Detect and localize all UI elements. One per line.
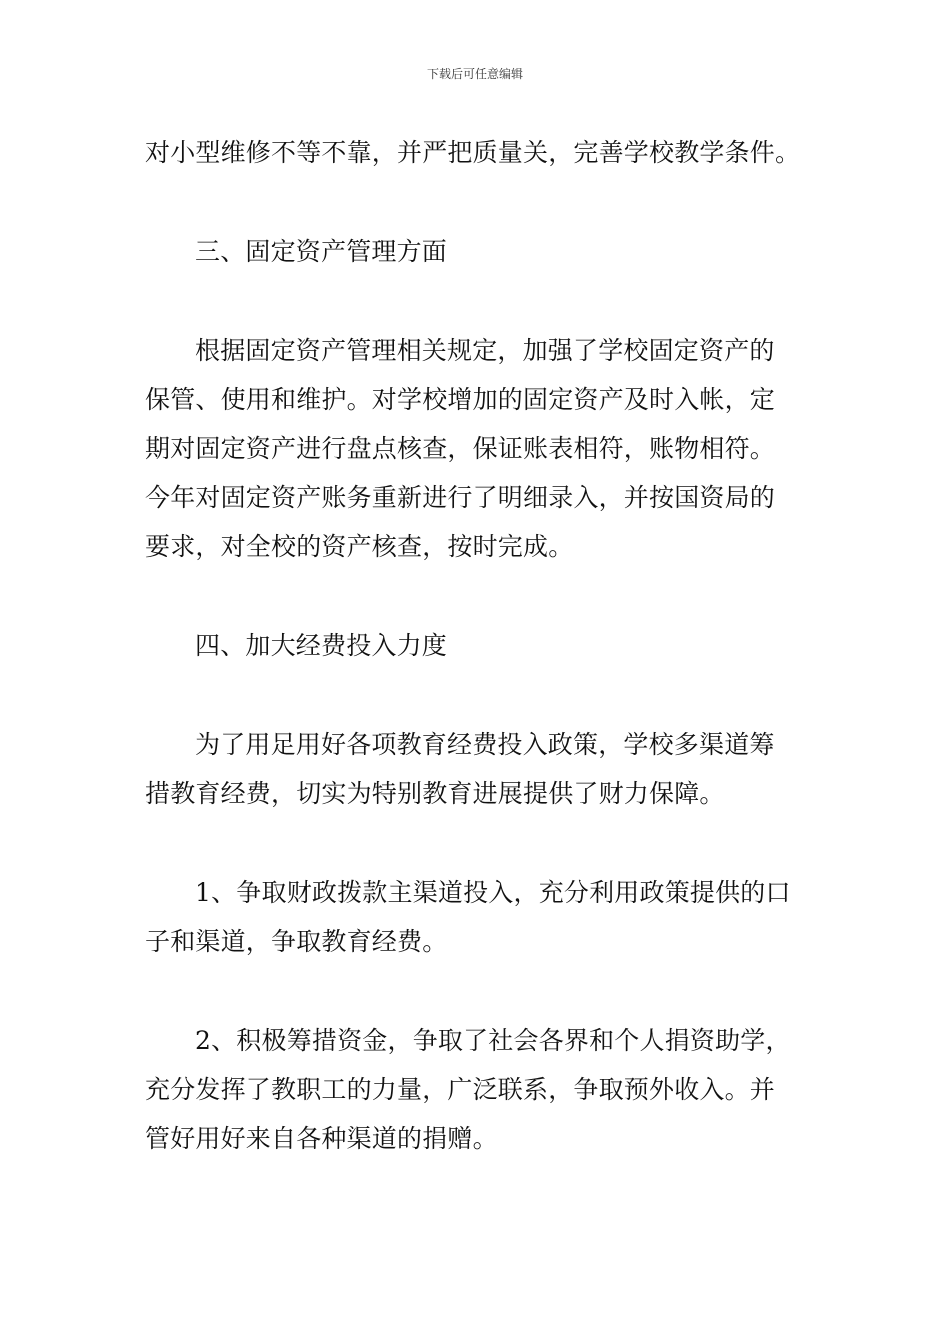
paragraph-gap — [145, 571, 807, 621]
text-line: 措教育经费，切实为特别教育进展提供了财力保障。 — [145, 779, 725, 808]
paragraph-item-1 — [145, 868, 807, 966]
text-line: 今年对固定资产账务重新进行了明细录入，并按国资局的 — [145, 483, 776, 512]
paragraph-gap — [145, 670, 807, 720]
heading-text: 三、固定资产管理方面 — [195, 237, 448, 266]
text-line: 为了用足用好各项教育经费投入政策，学校多渠道筹 — [195, 730, 775, 759]
text-line: 子和渠道，争取教育经费。 — [145, 927, 448, 956]
document-body — [145, 128, 807, 1163]
text-line: 对小型维修不等不靠，并严把质量关，完善学校教学条件。 — [145, 138, 801, 167]
paragraph-gap — [145, 966, 807, 1016]
page-header-note: 下载后可任意编辑 — [426, 67, 523, 81]
paragraph-gap — [145, 276, 807, 326]
section-heading-fixed-assets — [145, 227, 807, 276]
text-line: 根据固定资产管理相关规定，加强了学校固定资产的 — [195, 336, 775, 365]
paragraph-item-2 — [145, 1016, 807, 1163]
paragraph-fixed-assets — [145, 326, 807, 571]
section-heading-funding — [145, 621, 807, 670]
text-line: 管好用好来自各种渠道的捐赠。 — [145, 1124, 498, 1153]
text-line: 保管、使用和维护。对学校增加的固定资产及时入帐，定 — [145, 385, 776, 414]
text-line: 2、积极筹措资金，争取了社会各界和个人捐资助学， — [195, 1026, 791, 1055]
paragraph-gap — [145, 818, 807, 868]
paragraph-repair-conditions — [145, 128, 807, 177]
text-line: 期对固定资产进行盘点核查，保证账表相符，账物相符。 — [145, 434, 776, 463]
paragraph-gap — [145, 177, 807, 227]
text-line: 充分发挥了教职工的力量，广泛联系，争取预外收入。并 — [145, 1075, 776, 1104]
text-line: 1、争取财政拨款主渠道投入，充分利用政策提供的口 — [195, 878, 791, 907]
heading-text: 四、加大经费投入力度 — [195, 631, 448, 660]
paragraph-funding-policy — [145, 720, 807, 818]
text-line: 要求，对全校的资产核查，按时完成。 — [145, 532, 574, 561]
